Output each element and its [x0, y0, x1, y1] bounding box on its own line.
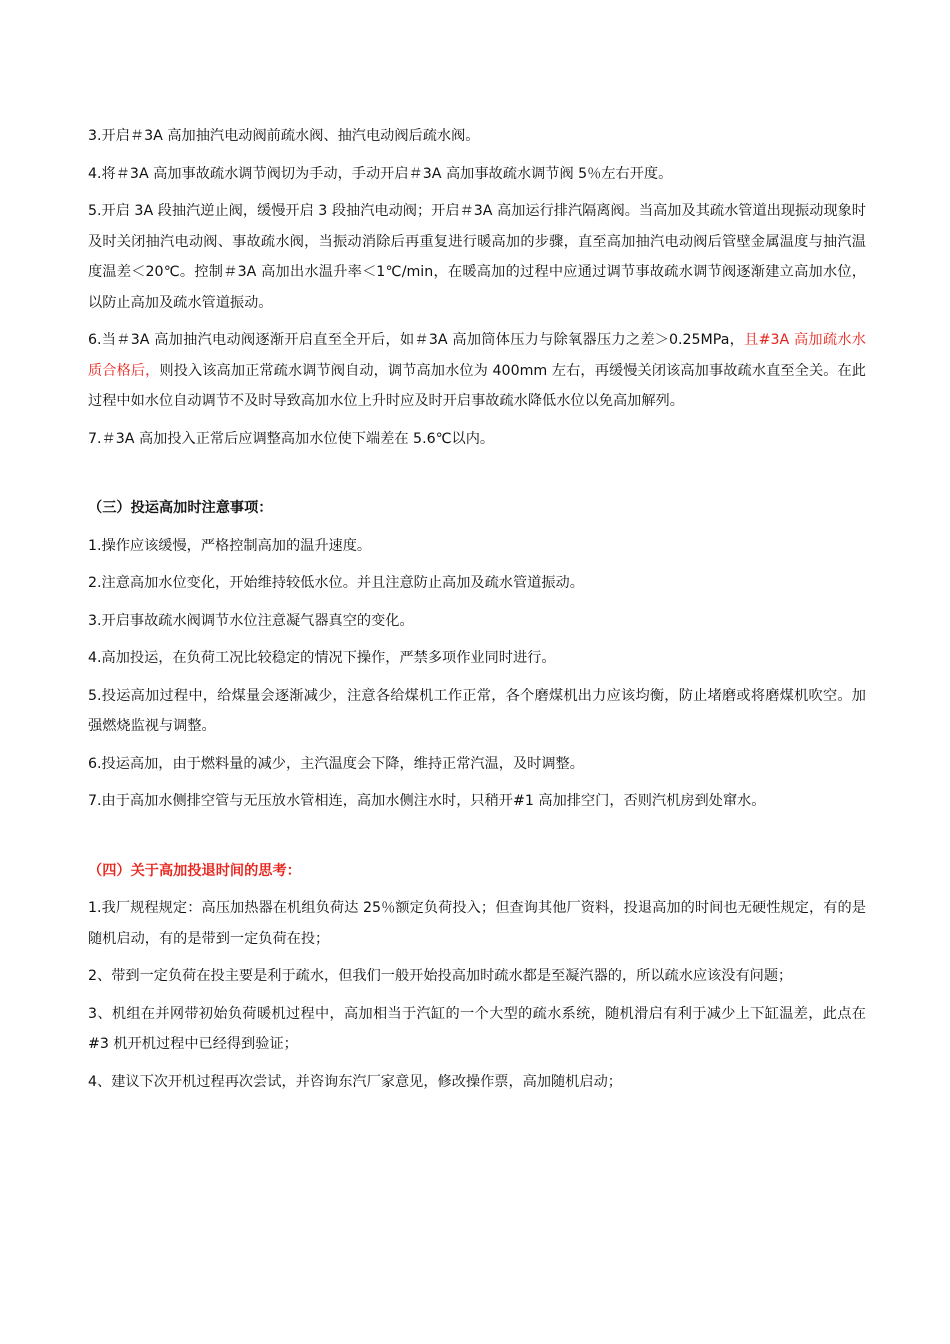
document-body	[88, 121, 866, 1104]
section-3-item-4: 4.高加投运，在负荷工况比较稳定的情况下操作，严禁多项作业同时进行。	[88, 650, 556, 666]
step-6-text-a: 6.当＃3A 高加抽汽电动阀逐渐开启直至全开后，如＃3A 高加筒体压力与除氧器压力之差＞0.25MPa，	[88, 332, 745, 348]
section-4-item-3: 3、机组在并网带初始负荷暖机过程中，高加相当于汽缸的一个大型的疏水系统，随机滑启有利于减少上下缸温差，此点在#3 机开机过程中已经得到验证；	[88, 1005, 866, 1052]
section-3-item-5: 5.投运高加过程中，给煤量会逐渐减少，注意各给煤机工作正常，各个磨煤机出力应该均衡，防止堵磨或将磨煤机吹空。加强燃烧监视与调整。	[88, 687, 866, 734]
paragraph-step-6	[88, 325, 866, 417]
section-3-item-2: 2.注意高加水位变化，开始维持较低水位。并且注意防止高加及疏水管道振动。	[88, 575, 584, 591]
section-3-item-1: 1.操作应该缓慢，严格控制高加的温升速度。	[88, 537, 372, 554]
section-4-heading: （四）关于高加投退时间的思考：	[88, 862, 301, 879]
section-3-item-6: 6.投运高加，由于燃料量的减少，主汽温度会下降，维持正常汽温，及时调整。	[88, 755, 584, 772]
paragraph-step-4: 4.将＃3A 高加事故疏水调节阀切为手动，手动开启＃3A 高加事故疏水调节阀 5％左右开度。	[88, 165, 673, 182]
section-3-item-7: 7.由于高加水侧排空管与无压放水管相连，高加水侧注水时，只稍开#1 高加排空门，否则汽机房到处窜水。	[88, 793, 766, 809]
section-4-item-2: 2、带到一定负荷在投主要是利于疏水，但我们一般开始投高加时疏水都是至凝汽器的，所以疏水应该没有问题；	[88, 968, 793, 984]
section-4-item-4: 4、建议下次开机过程再次尝试，并咨询东汽厂家意见，修改操作票，高加随机启动；	[88, 1073, 622, 1090]
section-4-item-1: 1.我厂规程规定：高压加热器在机组负荷达 25％额定负荷投入；但查询其他厂资料，投退高加的时间也无硬性规定，有的是随机启动，有的是带到一定负荷在投；	[88, 900, 866, 947]
section-3-heading: （三）投运高加时注意事项：	[88, 500, 273, 516]
paragraph-step-3: 3.开启＃3A 高加抽汽电动阀前疏水阀、抽汽电动阀后疏水阀。	[88, 128, 480, 144]
step-6-text-b: 则投入该高加正常疏水调节阀自动，调节高加水位为 400mm 左右，再缓慢关闭该高加事故疏水直至全关。在此过程中如水位自动调节不及时导致高加水位上升时应及时开启事故疏水降低水位以免高加解列。	[88, 362, 866, 409]
paragraph-step-5: 5.开启 3A 段抽汽逆止阀，缓慢开启 3 段抽汽电动阀；开启＃3A 高加运行排汽隔离阀。当高加及其疏水管道出现振动现象时及时关闭抽汽电动阀、事故疏水阀，当振动消除后再重复进行暖高加的步骤，直至高加抽汽电动阀后管壁金属温度与抽汽温度温差＜20℃。控制＃3A 高加出水温升率＜1℃/min，在暖高加的过程中应通过调节事故疏水调节阀逐渐建立高加水位，以防止高加及疏水管道振动。	[88, 203, 866, 311]
paragraph-step-7: 7.＃3A 高加投入正常后应调整高加水位使下端差在 5.6℃以内。	[88, 430, 495, 447]
spacer	[88, 461, 866, 493]
spacer	[88, 824, 866, 856]
section-3-item-3: 3.开启事故疏水阀调节水位注意凝气器真空的变化。	[88, 612, 414, 629]
step-6-highlight: 且#3A 高加疏水水质合格后，	[88, 332, 866, 379]
